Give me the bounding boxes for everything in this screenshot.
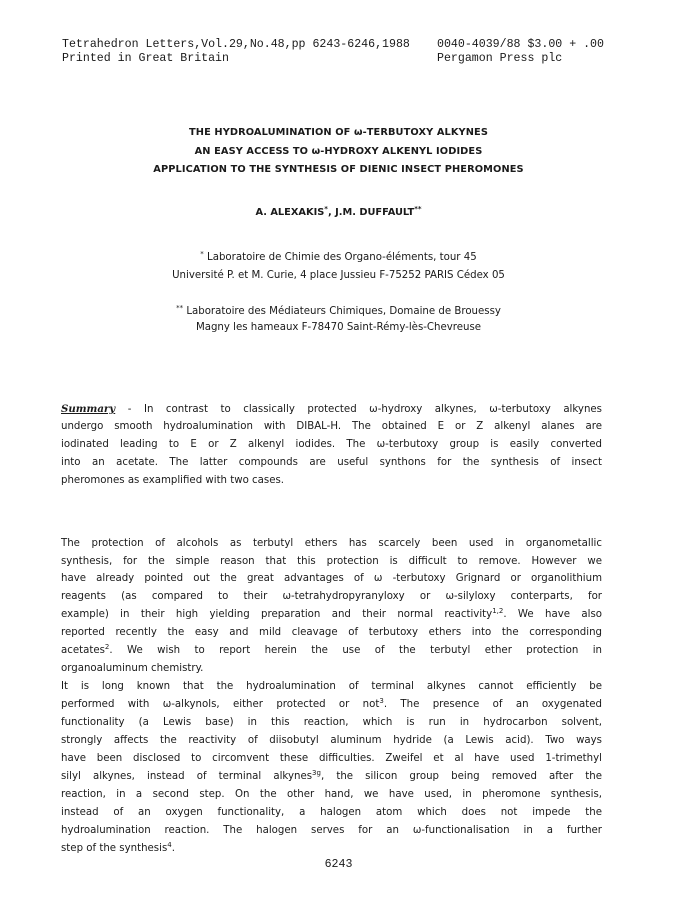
printed-location: Printed in Great Britain (62, 52, 229, 65)
body-line: synthesis, for the simple reason that this protection is difficult to remove. However we (61, 556, 602, 567)
body-line: step of the synthesis$^4$. (61, 841, 175, 854)
author-separator: , (327, 207, 336, 218)
citation-ref: 2 (104, 643, 110, 651)
summary-line-1: Summary - In contrast to classically protected ω-hydroxy alkynes, ω-terbutoxy alkynes (61, 403, 602, 415)
paper-title-line-3: APPLICATION TO THE SYNTHESIS OF DIENIC INSECT PHEROMONES (153, 164, 524, 175)
body-line: instead of an oxygen functionality, a halogen atom which does not impede the (61, 807, 602, 818)
author-1-mark: * (324, 205, 328, 213)
body-line: reaction, in a second step. On the other hand, we have used, in pheromone synthesis, (61, 789, 602, 800)
body-line: It is long known that the hydroalumination of terminal alkynes cannot efficiently be (61, 681, 602, 692)
body-line: reported recently the easy and mild cleavage of terbutoxy ethers into the corresponding (61, 627, 602, 638)
citation-ref: 4 (167, 841, 172, 849)
author-list (0, 207, 677, 218)
body-line: silyl alkynes, instead of terminal alkynes$^{3g}$, the silicon group being removed after the (61, 769, 603, 782)
paper-title-line-2: AN EASY ACCESS TO ω-HYDROXY ALKENYL IODIDES (194, 146, 483, 157)
summary-line-3: iodinated leading to E or Z alkenyl iodides. The ω-terbutoxy group is easily converted (61, 439, 602, 450)
affiliation-2-mark: ** (176, 304, 184, 312)
page-number: 6243 (324, 858, 353, 871)
citation-ref: 1,2 (492, 607, 504, 615)
body-line: The protection of alcohols as terbutyl ethers has scarcely been used in organometallic (61, 538, 602, 549)
body-line: performed with ω-alkynols, either protected or not$^3$. The presence of an oxygenated (61, 697, 603, 710)
journal-citation: Tetrahedron Letters,Vol.29,No.48,pp 6243-6246,1988 (62, 38, 410, 51)
author-2: J.M. DUFFAULT (335, 207, 415, 218)
body-line: organoaluminum chemistry. (61, 663, 204, 674)
publisher: Pergamon Press plc (437, 52, 563, 65)
affiliation-1-mark: * (200, 250, 204, 258)
affiliation-2-line-2: Magny les hameaux F-78470 Saint-Rémy-lès-Chevreuse (195, 322, 482, 333)
body-line: strongly affects the reactivity of diisobutyl aluminum hydride (a Lewis acid). Two ways (61, 735, 602, 746)
summary-line-5: pheromones as examplified with two cases. (61, 475, 285, 486)
citation-ref: 3g (312, 769, 321, 777)
body-line: hydroalumination reaction. The halogen serves for an ω-functionalisation in a further (61, 825, 602, 836)
affiliation-1-line-2: Université P. et M. Curie, 4 place Jussieu F-75252 PARIS Cédex 05 (172, 270, 505, 281)
citation-ref: 3 (379, 697, 384, 705)
issn-price: 0040-4039/88 $3.00 + .00 (437, 38, 604, 51)
summary-line-4: into an acetate. The latter compounds are useful synthons for the synthesis of insect (61, 457, 602, 468)
body-line: example) in their high yielding preparation and their normal reactivity$^{1,2}$. We have also (61, 607, 602, 620)
body-line: functionality (a Lewis base) in this reaction, which is run in hydrocarbon solvent, (61, 717, 602, 728)
paper-title-line-1: THE HYDROALUMINATION OF ω-TERBUTOXY ALKYNES (189, 127, 488, 138)
body-line: acetates$^2$. We wish to report herein the use of the terbutyl ether protection in (61, 643, 602, 656)
affiliation-2-line-1: ** Laboratoire des Médiateurs Chimiques, Domaine de Brouessy (176, 304, 501, 317)
author-2-mark: ** (414, 205, 422, 213)
body-line: have been disclosed to circomvent these difficulties. Zweifel et al have used 1-trimethyl (61, 753, 602, 764)
affiliation-1-line-1: * Laboratoire de Chimie des Organo-éléments, tour 45 (200, 250, 477, 263)
author-1: A. ALEXAKIS (255, 207, 325, 218)
body-line: have already pointed out the great advantages of ω -terbutoxy Grignard or organolithium (61, 573, 602, 584)
summary-line-2: undergo smooth hydroalumination with DIBAL-H. The obtained E or Z alkenyl alanes are (61, 421, 602, 432)
summary-label: Summary (61, 403, 116, 415)
body-line: reagents (as compared to their ω-tetrahydropyranyloxy or ω-silyloxy conterparts, for (61, 591, 602, 602)
